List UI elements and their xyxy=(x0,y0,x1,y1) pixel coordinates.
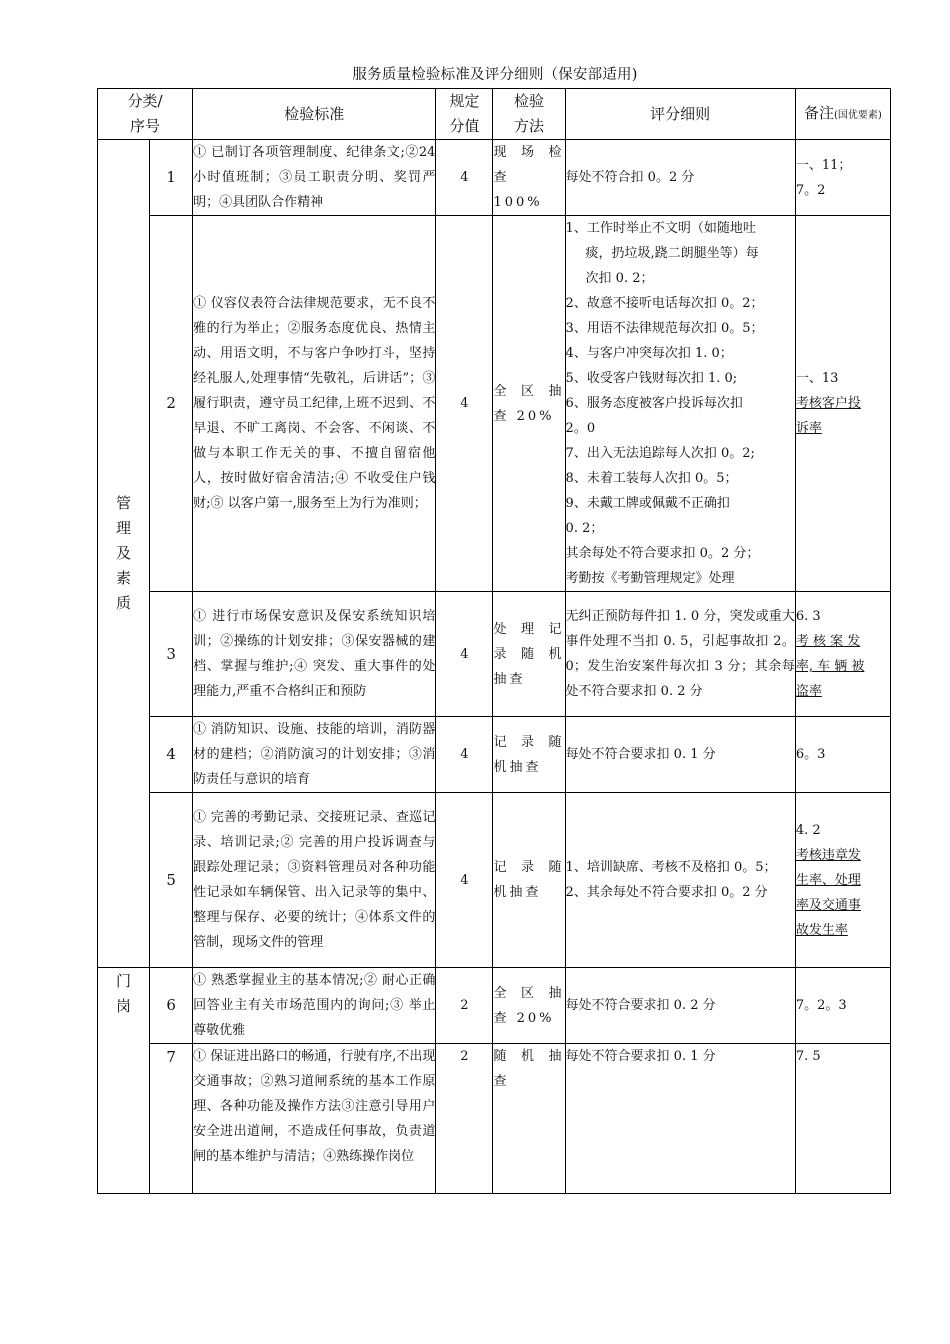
remark-cell: 6。3 xyxy=(795,717,890,793)
table-row xyxy=(98,717,891,793)
standard-cell: ① 完善的考勤记录、交接班记录、查巡记录、培训记录;② 完善的用户投诉调查与跟踪处理记录；③资料管理员对各种功能性记录如车辆保管、出入记录等的集中、整理与保存、必要的统计；④体系文件的管制，现场文件的管理 xyxy=(193,793,436,968)
score-cell: 4 xyxy=(436,140,493,216)
standard-cell: ① 熟悉掌握业主的基本情况;② 耐心正确回答业主有关市场范围内的询问;③ 举止尊敬优雅 xyxy=(193,968,436,1044)
standard-cell: ① 已制订各项管理制度、纪律条文;②24 小时值班制；③员工职责分明、奖罚严明；④具团队合作精神 xyxy=(193,140,436,216)
method-cell: 全 区 抽 查 20% xyxy=(493,968,565,1044)
rules-cell: 每处不符合要求扣 0. 2 分 xyxy=(565,968,795,1044)
header-score: 规定分值 xyxy=(436,89,493,140)
standard-cell: ① 仪容仪表符合法律规范要求，无不良不雅的行为举止；②服务态度优良、热情主动、用语文明，不与客户争吵打斗，坚持经礼服人,处理事情“先敬礼，后讲话”；③履行职责，遵守员工纪律,上班不迟到、不早退、不旷工离岗、不会客、不闲谈、不做与本职工作无关的事、不擅自留宿他人，按时做好宿舍清洁;④ 不收受住户钱财;⑤ 以客户第一,服务至上为行为准则； xyxy=(193,216,436,592)
row-number: 5 xyxy=(150,793,193,968)
score-cell: 4 xyxy=(436,793,493,968)
remark-cell: 4. 2 考核违章发 生率、处理 率及交通事 故发生率 xyxy=(795,793,890,968)
remark-cell: 7。2。3 xyxy=(795,968,890,1044)
remark-cell: 一、13 考核客户投 诉率 xyxy=(795,216,890,592)
score-cell: 4 xyxy=(436,216,493,592)
rules-cell: 每处不符合扣 0。2 分 xyxy=(565,140,795,216)
score-cell: 4 xyxy=(436,592,493,717)
header-remark: 备注(国优要素) xyxy=(795,89,890,140)
method-cell: 处 理 记 录 随 机 抽查 xyxy=(493,592,565,717)
header-row xyxy=(98,89,891,140)
table-row xyxy=(98,793,891,968)
method-cell: 记 录 随 机抽查 xyxy=(493,793,565,968)
method-cell: 记 录 随 机抽查 xyxy=(493,717,565,793)
row-number: 4 xyxy=(150,717,193,793)
header-standard: 检验标准 xyxy=(193,89,436,140)
table-row xyxy=(98,968,891,1044)
row-number: 6 xyxy=(150,968,193,1044)
row-number: 1 xyxy=(150,140,193,216)
remark-cell: 6. 3 考 核 案 发 率, 车 辆 被 盗率 xyxy=(795,592,890,717)
table-row xyxy=(98,1044,891,1194)
inspection-table xyxy=(97,88,891,1194)
rules-cell: 1、培训缺席、考核不及格扣 0。5； 2、其余每处不符合要求扣 0。2 分 xyxy=(565,793,795,968)
remark-cell: 7. 5 xyxy=(795,1044,890,1194)
table-row xyxy=(98,216,891,592)
remark-cell: 一、11； 7。2 xyxy=(795,140,890,216)
page-title: 服务质量检验标准及评分细则（保安部适用) xyxy=(352,67,638,83)
method-cell: 随 机 抽 查 xyxy=(493,1044,565,1194)
standard-cell: ① 保证进出路口的畅通，行驶有序,不出现交通事故；②熟习道闸系统的基本工作原理、各种功能及操作方法③注意引导用户安全进出道闸，不造成任何事故，负责道闸的基本维护与清洁；④熟练操作岗位 xyxy=(193,1044,436,1194)
header-method: 检验方法 xyxy=(493,89,565,140)
rules-cell: 无纠正预防每件扣 1. 0 分，突发或重大事件处理不当扣 0. 5，引起事故扣 2。0；发生治安案件每次扣 3 分；其余每处不符合要求扣 0. 2 分 xyxy=(565,592,795,717)
rules-cell: 1、工作时举止不文明（如随地吐 痰，扔垃圾,跷二朗腿坐等）每 次扣 0. 2； 2、故意不接听电话每次扣 0。2； 3、用语不法律规范每次扣 0。5； 4、与客户冲突每次扣 1. 0； 5、收受客户钱财每次扣 1. 0; 6、服务态度被客户投诉每次扣 2。0 7、出入无法追踪每人次扣 0。2; 8、未着工装每人次扣 0。5； 9、未戴工牌或佩戴不正确扣 0. 2； 其余每处不符合要求扣 0。2 分； 考勤按《考勤管理规定》处理 xyxy=(565,216,795,592)
standard-cell: ① 进行市场保安意识及保安系统知识培训；②操练的计划安排；③保安器械的建档、掌握与维护;④ 突发、重大事件的处理能力,严重不合格纠正和预防 xyxy=(193,592,436,717)
table-row xyxy=(98,140,891,216)
score-cell: 4 xyxy=(436,717,493,793)
rules-cell: 每处不符合要求扣 0. 1 分 xyxy=(565,717,795,793)
table-row xyxy=(98,592,891,717)
score-cell: 2 xyxy=(436,1044,493,1194)
standard-cell: ① 消防知识、设施、技能的培训，消防器材的建档；②消防演习的计划安排；③消防责任与意识的培育 xyxy=(193,717,436,793)
method-cell: 现 场 检 查 100% xyxy=(493,140,565,216)
row-number: 3 xyxy=(150,592,193,717)
row-number: 2 xyxy=(150,216,193,592)
header-rules: 评分细则 xyxy=(565,89,795,140)
category-cell: 管理及素质 xyxy=(98,140,150,968)
method-cell: 全 区 抽 查 20% xyxy=(493,216,565,592)
category-cell: 门岗 xyxy=(98,968,150,1194)
header-category: 分类/序号 xyxy=(98,89,193,140)
row-number: 7 xyxy=(150,1044,193,1194)
score-cell: 2 xyxy=(436,968,493,1044)
rules-cell: 每处不符合要求扣 0. 1 分 xyxy=(565,1044,795,1194)
